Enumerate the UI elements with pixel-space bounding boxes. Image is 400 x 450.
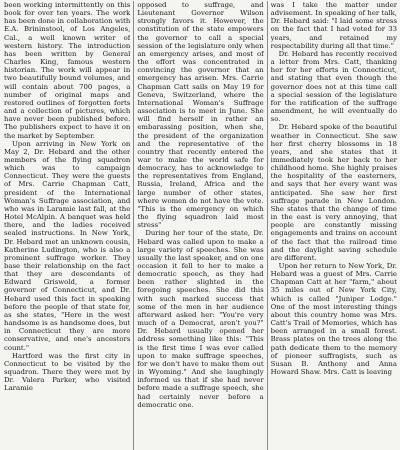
column-1-paragraph-2: Upon arriving in New York on May 2, Dr. Hebard and the other members of the flying squadron which was to campaign Connecticut. They were the guests of Mrs. Carrie Chapman Catt, president of the International Woman's Suffrage association, and who was in Laramie last fall, at the Hotel McAlpin. A banquet was held there, and the ladies received sealed instructions. In New York, Dr. Hebard met an unknown cousin, Katherine Ludington, who is also a prominent suffrage worker. They base their relationship on the fact that they are descendants of Edward Griswold, a former governor of Connecticut, and Dr. Hebard used this fact in speaking before the people of that state for, as she states, "Here in the west handsome is as handsome does, but in Connecticut they are more conservative, and one's ancestors count." [4,139,131,352]
column-3-paragraph-3: Dr. Hebard spoke of the beautiful weather in Connecticut. She saw her first cherry blossoms in 18 years, and she states that it immediately took her back to her childhood home. She highly praises the hospitality of the easterners, and says that her every want was anticipated. She saw her first suffrage parade in New London. She states that the change of time in the east is very annoying, that people are constantly missing engagements and trains on account of the fact that the railroad time and the daylight saving schedule are different. [270,123,397,262]
column-2 [137,1,263,450]
column-3-paragraph-2: Dr. Hebard has recently received a letter from Mrs. Catt, thanking her for her efforts in Connecticut, and stating that even though the governor does not at this time call a special session of the legislature for the ratification of the suffrage amendment, he will eventually do so. [270,49,397,124]
column-3-paragraph-1: was I take the matter under advisement. In speaking of her talk, Dr. Hebard said: "I laid some stress on the fact that I had voted for 33 years, and retained my respectability during all that time." [270,1,397,50]
column-2-paragraph-2: During her tour of the state, Dr. Hebard was called upon to make a large variety of speeches. She was usually the last speaker, and on one occasion it fell to her to make a democratic speech, as they had been rather slighted in the foregoing speeches. She did this with such marked success that some of the men in her audience afterward asked her: "You're very much of a Democrat, aren't you?" Dr. Hebard usually opened her address something like this: "This is the first time I was ever called upon to make suffrage speeches, for we don't have to make them out in Wyoming." And she laughingly informed us that if she had never before made a suffrage speech, she had certainly never before a democratic one. [137,229,264,409]
column-3 [271,1,397,450]
column-2-paragraph-1: opposed to suffrage, and Lieutenant Governor Wilson strongly favors it. However, the constitution of the state empowers the governor to call a special session of the legislature only when an emergency arises, and most of the effort was concentrated in convincing the governor that an emergency has arisen. Mrs. Carrie Chapman Catt sails on May 19 for Geneva, Switzerland, where the International Woman's Suffrage association is to meet in June. She will find herself in rather an embarassing position, when she, the president of the organization and the representative of the country that recently entered the war to make the world safe for democracy, has to acknowledge to the representatives from England, Russia, Ireland, Africa and the large number of other states, where women do not have the vote. "This is the emergency on which the flying squadron laid most stress" [137,1,264,230]
column-divider [267,1,268,450]
column-1-paragraph-1: been working intermittently on this book for over ten years. The work has been done in collaboration with E.A. Brininstool, of Los Angeles, Cal., a well known writer of western history. The introduction has been written by General Charles King, famous western historian. The work will appear in two beautifully bound volumes, and will contain about 700 pages, a number of original maps and restored outlines of forgotten forts and a collection of pictures, which have never been published before. The publishers expect to have it on the market by September. [4,1,131,140]
column-1-paragraph-3: Hartford was the first city in Connecticut to be visited by the squadron. There they were met by Dr. Valera Parker, who visited Laramie [4,351,131,393]
column-3-paragraph-4: Upon her return to New York, Dr. Hebard was a guest of Mrs. Carrie Chapman Catt at her "farm," about 35 miles out of New York City, which is called "Juniper Lodge." One of the most interesting things about this country home was Mrs. Catt's Trail of Memories, which has been arranged in a small forest. Brass plates on the trees along the path dedicate them to the memory of pioneer suffragists, such as Susan B. Anthony and Anna Howard Shaw. Mrs. Catt is leaving [270,262,397,377]
column-divider [133,1,134,450]
column-1 [4,1,130,450]
